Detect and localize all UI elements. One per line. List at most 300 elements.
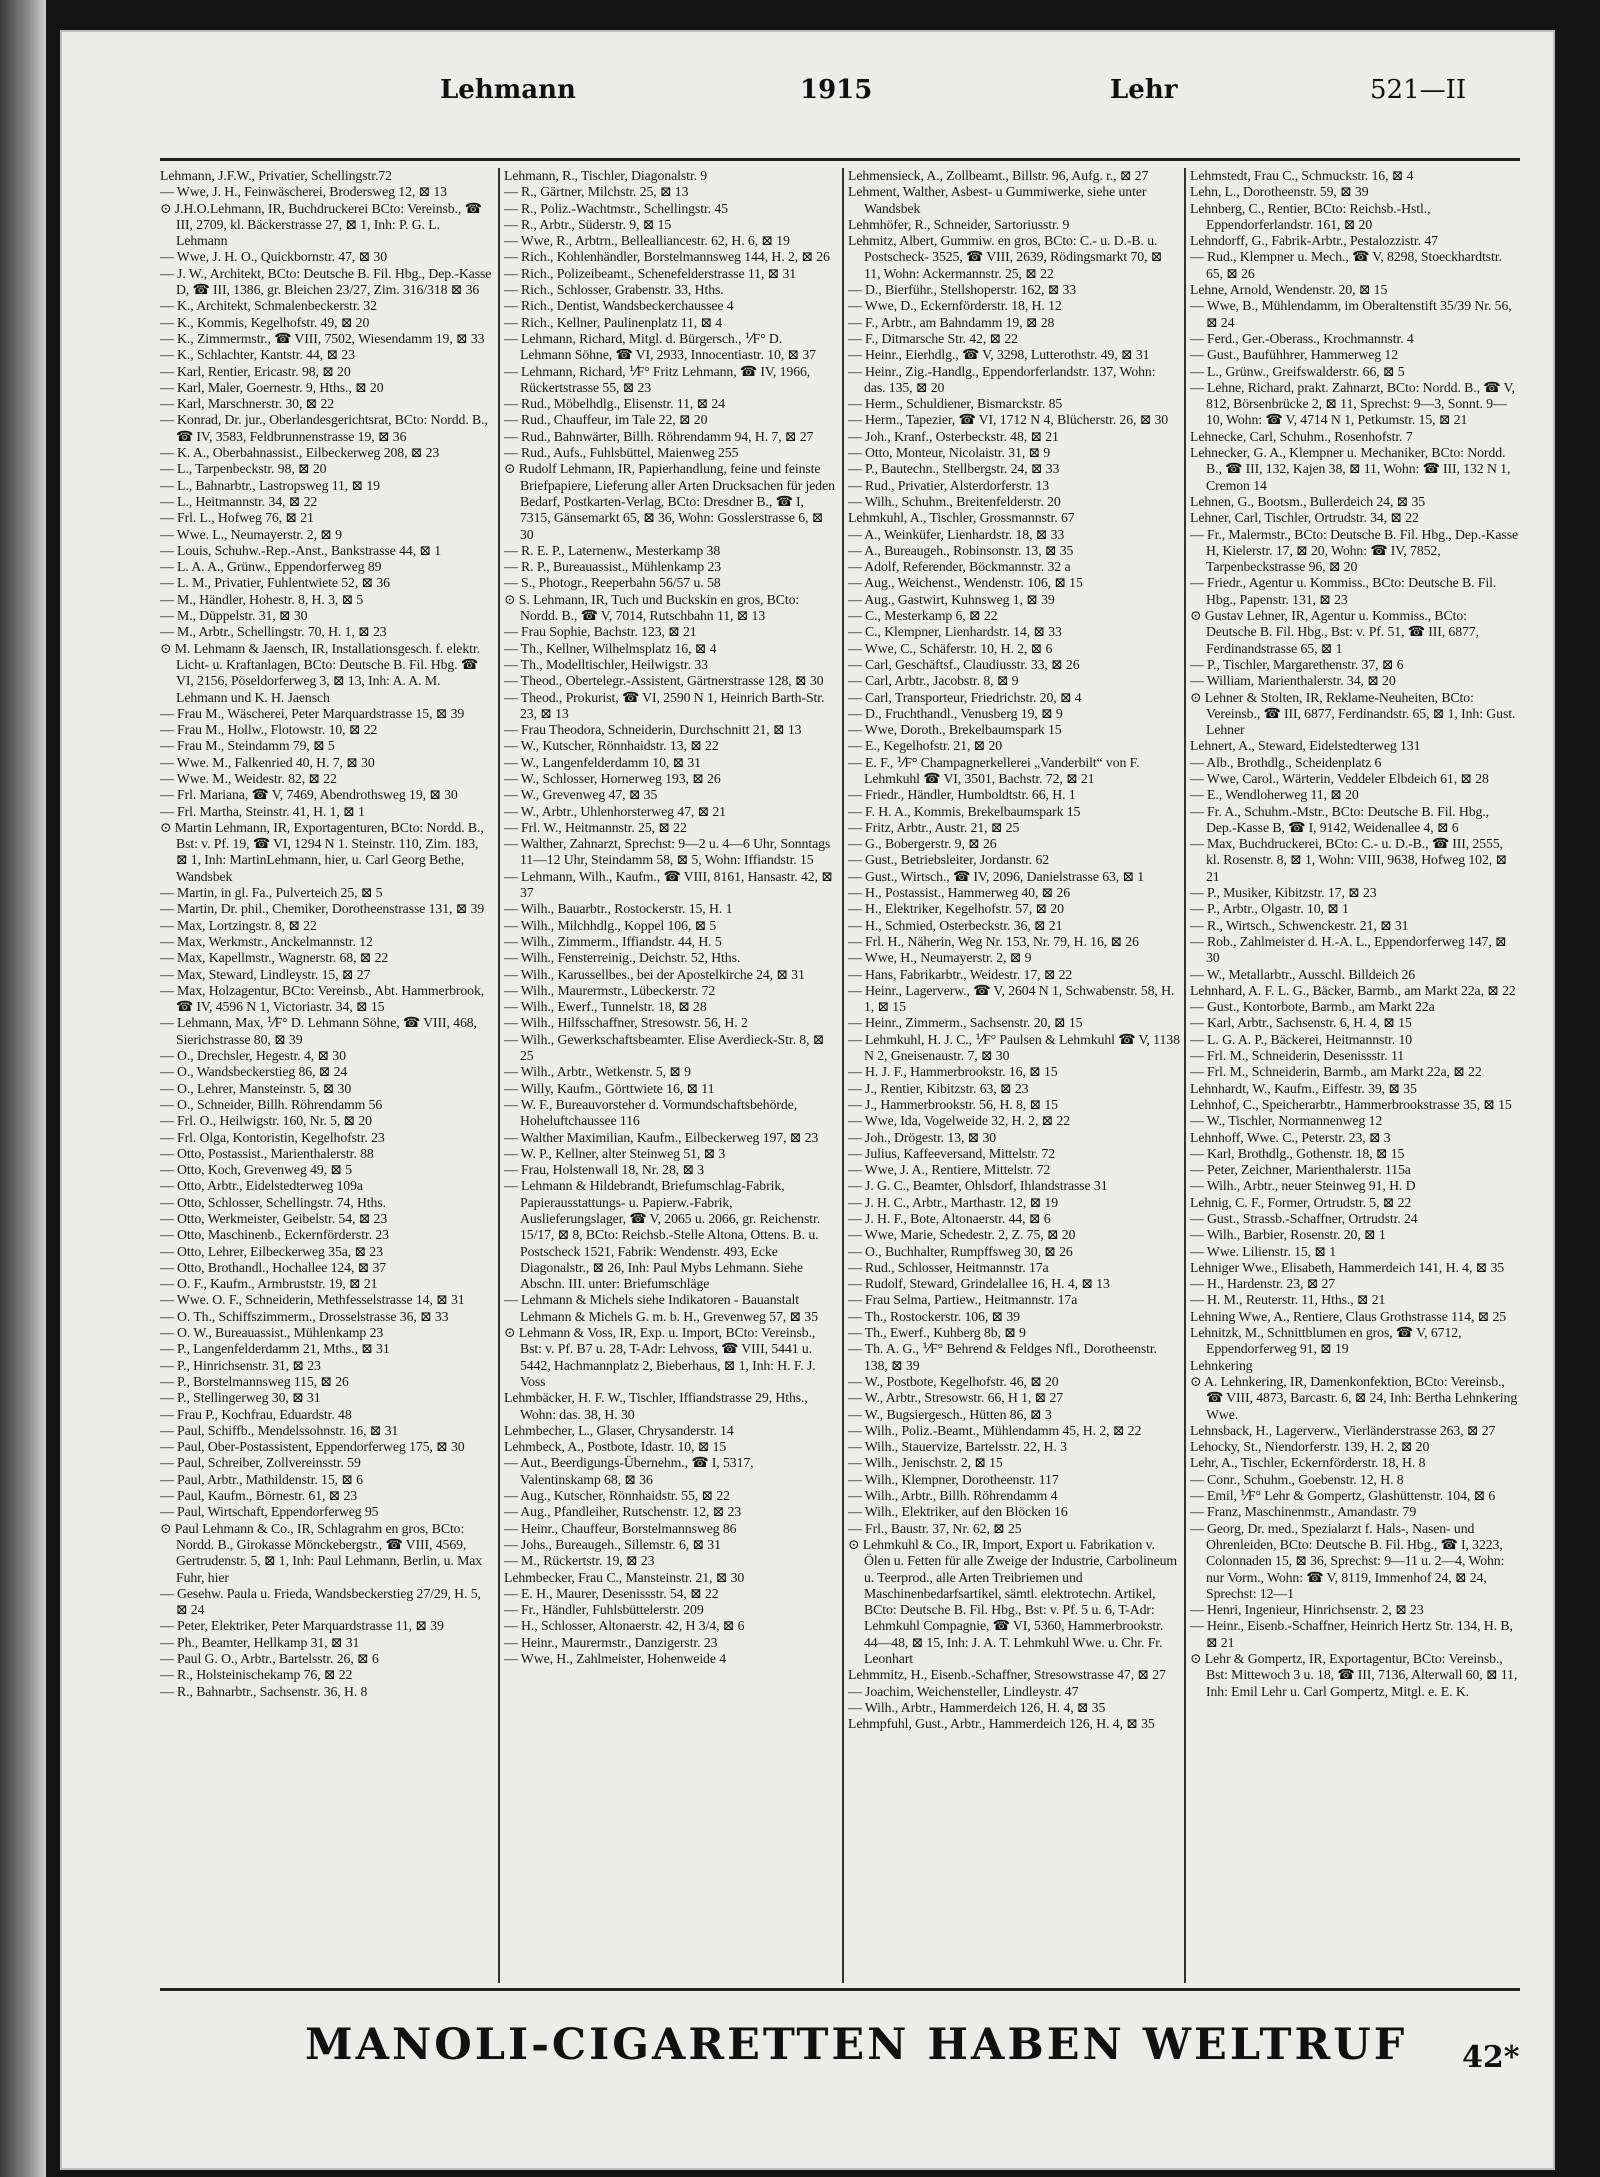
directory-entry: ⊙ Lehmkuhl & Co., IR, Import, Export u. Fabrikation v. Ölen u. Fetten für alle Zweige der Industrie, Carbolineum u. Teerprod., alle Arten Treibriemen und Maschinenbedarfsartikel, sämtl. elektrotechn. Artikel, BCto: Deutsche B. Fil. Hbg., Bst: v. Pf. 5 u. 6, T-Adr: Lehmkuhl Compagnie, ☎ VI, 5360, Hammerbrookstr. 44—48, ⊠ 15, Inh: J. A. T. Lehmkuhl Wwe. u. Chr. Fr. Leonhart xyxy=(848,1536,1178,1667)
directory-entry: — L., Heitmannstr. 34, ⊠ 22 xyxy=(160,493,318,509)
directory-entry: — Otto, Brothandl., Hochallee 124, ⊠ 37 xyxy=(160,1259,387,1275)
directory-entry: — Frau P., Kochfrau, Eduardstr. 48 xyxy=(160,1406,352,1422)
directory-entry: — Paul G. O., Arbtr., Bartelsstr. 26, ⊠ 6 xyxy=(160,1651,379,1667)
directory-entry: Lehmhöfer, R., Schneider, Sartoriusstr. 9 xyxy=(848,216,1070,232)
directory-entry: Lehnert, A., Steward, Eidelstedterweg 131 xyxy=(1190,738,1421,754)
directory-entry: — Frau M., Wäscherei, Peter Marquardstrasse 15, ⊠ 39 xyxy=(160,705,465,721)
directory-entry: Lehnhard, A. F. L. G., Bäcker, Barmb., am Markt 22a, ⊠ 22 xyxy=(1190,982,1516,998)
directory-entry: — Wwe, J. H. O., Quickbornstr. 47, ⊠ 30 xyxy=(160,249,387,265)
directory-entry: — Heinr., Lagerverw., ☎ V, 2604 N 1, Schwabenstr. 58, H. 1, ⊠ 15 xyxy=(848,982,1175,1015)
directory-entry: — Wilh., Jenischstr. 2, ⊠ 15 xyxy=(848,1455,1003,1471)
directory-entry: — Wwe, R., Arbtrn., Bellealliancestr. 62, H. 6, ⊠ 19 xyxy=(504,233,790,249)
directory-entry: — O. W., Bureauassist., Mühlenkamp 23 xyxy=(160,1325,384,1341)
directory-entry: — Rich., Kellner, Paulinenplatz 11, ⊠ 4 xyxy=(504,314,723,330)
directory-entry: Lehmensieck, A., Zollbeamt., Billstr. 96, Aufg. r., ⊠ 27 xyxy=(848,168,1149,183)
directory-entry: Lehmann, J.F.W., Privatier, Schellingstr.72 xyxy=(160,168,392,183)
directory-entry: — Rich., Schlosser, Grabenstr. 33, Hths. xyxy=(504,282,724,298)
directory-entry: — M., Händler, Hohestr. 8, H. 3, ⊠ 5 xyxy=(160,591,364,607)
directory-entry: Lehnecker, G. A., Klempner u. Mechaniker, BCto: Nordd. B., ☎ III, 132, Kajen 38, ⊠ 11, Wohn: ☎ III, 132 N 1, Cremon 14 xyxy=(1190,445,1511,493)
book-spine xyxy=(0,0,46,2177)
directory-entry: — Rich., Polizeibeamt., Schenefelderstrasse 11, ⊠ 31 xyxy=(504,265,797,281)
directory-entry: — Joh., Kranf., Osterbeckstr. 48, ⊠ 21 xyxy=(848,428,1059,444)
directory-entry: Lehndorff, G., Fabrik-Arbtr., Pestalozzistr. 47 xyxy=(1190,233,1438,249)
directory-entry: — Peter, Elektriker, Peter Marquardstrasse 11, ⊠ 39 xyxy=(160,1618,444,1634)
page-header xyxy=(100,75,1540,125)
directory-entry: — Heinr., Chauffeur, Borstelmannsweg 86 xyxy=(504,1520,737,1536)
directory-entry: — Rud., Möbelhdlg., Elisenstr. 11, ⊠ 24 xyxy=(504,396,725,412)
directory-entry: Lehnhof, C., Speicherarbtr., Hammerbrookstrasse 35, ⊠ 15 xyxy=(1190,1096,1512,1112)
directory-entry: — R., Bahnarbtr., Sachsenstr. 36, H. 8 xyxy=(160,1683,368,1699)
directory-entry: — Wwe, J. H., Feinwäscherei, Brodersweg 12, ⊠ 13 xyxy=(160,184,447,200)
directory-entry: — W. F., Bureauvorsteher d. Vormundschaftsbehörde, Hoheluftchaussee 116 xyxy=(504,1096,798,1129)
directory-entry: — Wwe, H., Zahlmeister, Hohenweide 4 xyxy=(504,1651,727,1667)
directory-entry: — Wwe. M., Weidestr. 82, ⊠ 22 xyxy=(160,770,337,786)
directory-columns xyxy=(160,168,1520,1983)
directory-entry: — Lehmkuhl, H. J. C., ⅟F° Paulsen & Lehmkuhl ☎ V, 1138 N 2, Gneisenaustr. 7, ⊠ 30 xyxy=(848,1031,1180,1064)
directory-entry: — P., Arbtr., Olgastr. 10, ⊠ 1 xyxy=(1190,901,1349,917)
directory-entry: — Wilh., Gewerkschaftsbeamter. Elise Averdieck-Str. 8, ⊠ 25 xyxy=(504,1031,825,1064)
directory-entry: — Wilh., Ewerf., Tunnelstr. 18, ⊠ 28 xyxy=(504,999,707,1015)
directory-entry: Lehne, Arnold, Wendenstr. 20, ⊠ 15 xyxy=(1190,282,1388,298)
directory-entry: Lehniger Wwe., Elisabeth, Hammerdeich 141, H. 4, ⊠ 35 xyxy=(1190,1259,1505,1275)
directory-entry: — Emil, ⅟F° Lehr & Gompertz, Glashüttenstr. 104, ⊠ 6 xyxy=(1190,1488,1496,1504)
directory-entry: — Th., Rostockerstr. 106, ⊠ 39 xyxy=(848,1308,1020,1324)
column-4 xyxy=(1190,168,1520,1983)
directory-entry: — Willy, Kaufm., Görttwiete 16, ⊠ 11 xyxy=(504,1080,715,1096)
directory-entry: — Wilh., Milchhdlg., Koppel 106, ⊠ 5 xyxy=(504,917,717,933)
directory-entry: — K., Architekt, Schmalenbeckerstr. 32 xyxy=(160,298,377,314)
header-page-number: 521—II xyxy=(1370,75,1467,105)
directory-entry: — Th., Kellner, Wilhelmsplatz 16, ⊠ 4 xyxy=(504,640,717,656)
directory-entry: — M., Düppelstr. 31, ⊠ 30 xyxy=(160,608,308,624)
directory-entry: Lehmbecker, Frau C., Mansteinstr. 21, ⊠ 30 xyxy=(504,1569,745,1585)
directory-entry: Lehnecke, Carl, Schuhm., Rosenhofstr. 7 xyxy=(1190,428,1413,444)
directory-entry: Lehocky, St., Niendorferstr. 139, H. 2, ⊠ 20 xyxy=(1190,1439,1430,1455)
header-last-entry: Lehr xyxy=(1110,75,1178,105)
directory-entry: — Wilh., Elektriker, auf den Blöcken 16 xyxy=(848,1504,1068,1520)
directory-entry: — Lehmann & Hildebrandt, Briefumschlag-Fabrik, Papierausstattungs- u. Papierw.-Fabrik, Auslieferungslager, ☎ V, 2065 u. 2066, gr. Reichenstr. 15/17, ⊠ 8, BCto: Reichsb.-Stelle Altona, Ottens. B. u. Postscheck 1521, Fabrik: Wendenstr. 493, Ecke Diagonalstr., ⊠ 26, Inh: Paul Mybs Lehmann. Siehe Abschn. III. unter: Briefumschläge xyxy=(504,1178,821,1292)
directory-entry: — Gust., Kontorbote, Barmb., am Markt 22a xyxy=(1190,999,1435,1015)
directory-entry: — Lehmann, Richard, ⅟F° Fritz Lehmann, ☎ IV, 1966, Rückertstrasse 55, ⊠ 23 xyxy=(504,363,811,395)
column-divider xyxy=(842,168,844,1983)
directory-entry: — A., Bureaugeh., Robinsonstr. 13, ⊠ 35 xyxy=(848,542,1074,558)
directory-entry: — Henri, Ingenieur, Hinrichsenstr. 2, ⊠ 23 xyxy=(1190,1602,1424,1618)
directory-entry: Lehnen, G., Bootsm., Bullerdeich 24, ⊠ 35 xyxy=(1190,493,1426,509)
directory-entry: — Aug., Pfandleiher, Rutschenstr. 12, ⊠ 23 xyxy=(504,1504,742,1520)
directory-entry: — Wilh., Zimmerm., Iffiandstr. 44, H. 5 xyxy=(504,933,722,949)
directory-entry: — J. H. C., Arbtr., Marthastr. 12, ⊠ 19 xyxy=(848,1194,1059,1210)
directory-entry: — J. W., Architekt, BCto: Deutsche B. Fil. Hbg., Dep.-Kasse D, ☎ III, 1386, gr. Bleichen 23/27, Zim. 316/318 ⊠ 36 xyxy=(160,265,492,298)
directory-entry: — Fr., Malermstr., BCto: Deutsche B. Fil. Hbg., Dep.-Kasse H, Kielerstr. 17, ⊠ 20, Wohn: ☎ IV, 7852, Tarpenbeckstrasse 96, ⊠ 20 xyxy=(1190,526,1518,575)
directory-entry: — Conr., Schuhm., Goebenstr. 12, H. 8 xyxy=(1190,1471,1404,1487)
directory-entry: Lehment, Walther, Asbest- u Gummiwerke, siehe unter Wandsbek xyxy=(848,184,1147,216)
directory-entry: — Paul, Arbtr., Mathildenstr. 15, ⊠ 6 xyxy=(160,1471,363,1487)
directory-entry: — E. H., Maurer, Desenissstr. 54, ⊠ 22 xyxy=(504,1585,719,1601)
column-3 xyxy=(848,168,1180,1983)
directory-entry: — Heinr., Maurermstr., Danzigerstr. 23 xyxy=(504,1634,718,1650)
directory-entry: Lehnitzk, M., Schnittblumen en gros, ☎ V, 6712, Eppendorferweg 91, ⊠ 19 xyxy=(1190,1325,1462,1357)
directory-entry: Lehnsback, H., Lagerverw., Vierländerstrasse 263, ⊠ 27 xyxy=(1190,1422,1496,1438)
signature-mark: 42* xyxy=(1462,2040,1520,2075)
directory-entry: — Rob., Zahlmeister d. H.-A. L., Eppendorferweg 147, ⊠ 30 xyxy=(1190,933,1507,966)
directory-entry: — Friedr., Agentur u. Kommiss., BCto: Deutsche B. Fil. Hbg., Papenstr. 131, ⊠ 23 xyxy=(1190,575,1497,607)
directory-entry: — Wilh., Klempner, Dorotheenstr. 117 xyxy=(848,1471,1059,1487)
directory-entry: — M., Arbtr., Schellingstr. 70, H. 1, ⊠ 23 xyxy=(160,624,387,640)
directory-entry: — Frl. L., Hofweg 76, ⊠ 21 xyxy=(160,510,314,526)
directory-entry: — Frau M., Steindamm 79, ⊠ 5 xyxy=(160,738,335,754)
directory-entry: — D., Bierführ., Stellshoperstr. 162, ⊠ 33 xyxy=(848,282,1077,298)
directory-entry: ⊙ Lehr & Gompertz, IR, Exportagentur, BCto: Vereinsb., Bst: Mittewoch 3 u. 18, ☎ III, 7136, Alterwall 60, ⊠ 11, Inh: Emil Lehr u. Carl Gompertz, Mitgl. e. E. K. xyxy=(1190,1651,1518,1699)
directory-entry: — K., Kommis, Kegelhofstr. 49, ⊠ 20 xyxy=(160,314,370,330)
directory-entry: — Martin, Dr. phil., Chemiker, Dorotheenstrasse 131, ⊠ 39 xyxy=(160,901,485,917)
directory-entry: — Max, Steward, Lindleystr. 15, ⊠ 27 xyxy=(160,966,371,982)
directory-entry: — Adolf, Referender, Böckmannstr. 32 a xyxy=(848,559,1071,575)
directory-entry: Lehnhoff, Wwe. C., Peterstr. 23, ⊠ 3 xyxy=(1190,1129,1391,1145)
directory-entry: — H. M., Reuterstr. 11, Hths., ⊠ 21 xyxy=(1190,1292,1386,1308)
directory-entry: ⊙ Paul Lehmann & Co., IR, Schlagrahm en gros, BCto: Nordd. B., Girokasse Mönckebergstr., ☎ VIII, 4569, Gertrudenstr. 5, ⊠ 1, Inh: Paul Lehmann, Berlin, u. Max Fuhr, hier xyxy=(160,1520,483,1585)
directory-entry: — P., Musiker, Kibitzstr. 17, ⊠ 23 xyxy=(1190,885,1377,901)
directory-entry: Lehnhardt, W., Kaufm., Eiffestr. 39, ⊠ 35 xyxy=(1190,1080,1417,1096)
directory-entry: — Wilh., Arbtr., neuer Steinweg 91, H. D xyxy=(1190,1178,1416,1194)
directory-entry: — Otto, Lehrer, Eilbeckerweg 35a, ⊠ 23 xyxy=(160,1243,383,1259)
directory-entry: — Wwe. O. F., Schneiderin, Methfesselstrasse 14, ⊠ 31 xyxy=(160,1292,465,1308)
directory-entry: — J., Hammerbrookstr. 56, H. 8, ⊠ 15 xyxy=(848,1096,1058,1112)
directory-entry: — Max, Lortzingstr. 8, ⊠ 22 xyxy=(160,917,317,933)
header-first-entry: Lehmann xyxy=(440,75,576,105)
directory-entry: — Wilh., Stauervize, Bartelsstr. 22, H. 3 xyxy=(848,1439,1067,1455)
directory-entry: — Heinr., Zig.-Handlg., Eppendorferlandstr. 137, Wohn: das. 135, ⊠ 20 xyxy=(848,363,1156,395)
directory-entry: — Rud., Chauffeur, im Tale 22, ⊠ 20 xyxy=(504,412,708,428)
directory-entry: — O., Buchhalter, Rumpffsweg 30, ⊠ 26 xyxy=(848,1243,1073,1259)
directory-entry: ⊙ Gustav Lehner, IR, Agentur u. Kommiss., BCto: Deutsche B. Fil. Hbg., Bst: v. Pf. 51, ☎ III, 6877, Ferdinandstrasse 65, ⊠ 1 xyxy=(1190,608,1479,656)
directory-entry: — Wwe, Carol., Wärterin, Veddeler Elbdeich 61, ⊠ 28 xyxy=(1190,770,1489,786)
directory-entry: — M., Rückertstr. 19, ⊠ 23 xyxy=(504,1553,655,1569)
directory-entry: ⊙ M. Lehmann & Jaensch, IR, Installationsgesch. f. elektr. Licht- u. Kraftanlagen, BCto: Deutsche B. Fil. Hbg. ☎ VI, 2156, Pöseldorferweg 3, ⊠ 13, Inh: A. A. M. Lehmann und K. H. Jaensch xyxy=(160,640,480,705)
directory-entry: Lehnig, C. F., Former, Ortrudstr. 5, ⊠ 22 xyxy=(1190,1194,1412,1210)
directory-entry: — Gust., Wirtsch., ☎ IV, 2096, Danielstrasse 63, ⊠ 1 xyxy=(848,868,1145,884)
directory-entry: — Heinr., Zimmerm., Sachsenstr. 20, ⊠ 15 xyxy=(848,1015,1083,1031)
directory-entry: — R., Holsteinischekamp 76, ⊠ 22 xyxy=(160,1667,353,1683)
directory-entry: — Wwe. M., Falkenried 40, H. 7, ⊠ 30 xyxy=(160,754,375,770)
directory-entry: — Fr. A., Schuhm.-Mstr., BCto: Deutsche B. Fil. Hbg., Dep.-Kasse B, ☎ I, 9142, Weidenallee 4, ⊠ 6 xyxy=(1190,803,1490,835)
directory-entry: — Aug., Gastwirt, Kuhnsweg 1, ⊠ 39 xyxy=(848,591,1055,607)
directory-entry: — Frl. O., Heilwigstr. 160, Nr. 5, ⊠ 20 xyxy=(160,1113,372,1129)
directory-entry: — Th. A. G., ⅟F° Behrend & Feldges Nfl., Dorotheenstr. 138, ⊠ 39 xyxy=(848,1341,1157,1373)
directory-entry: — W., Postbote, Kegelhofstr. 46, ⊠ 20 xyxy=(848,1373,1059,1389)
header-rule xyxy=(160,158,1520,161)
directory-entry: ⊙ A. Lehnkering, IR, Damenkonfektion, BCto: Vereinsb., ☎ VIII, 4873, Barcastr. 6, ⊠ 24, Inh: Bertha Lehnkering Wwe. xyxy=(1190,1373,1518,1422)
directory-entry: — H., Schlosser, Altonaerstr. 42, H 3/4, ⊠ 6 xyxy=(504,1618,745,1634)
directory-entry: — Max, Buchdruckerei, BCto: C.- u. D.-B., ☎ III, 2555, kl. Rosenstr. 8, ⊠ 1, Wohn: VIII, 9638, Hofweg 102, ⊠ 21 xyxy=(1190,836,1507,884)
directory-entry: — Lehmann, Richard, Mitgl. d. Bürgersch., ⅟F° D. Lehmann Söhne, ☎ VI, 2933, Innocentiastr. 10, ⊠ 37 xyxy=(504,330,816,363)
directory-entry: — Wwe, B., Mühlendamm, im Oberaltenstift 35/39 Nr. 56, ⊠ 24 xyxy=(1190,298,1512,330)
column-2 xyxy=(504,168,836,1983)
directory-entry: — S., Photogr., Reeperbahn 56/57 u. 58 xyxy=(504,575,721,591)
directory-entry: Lehmpfuhl, Gust., Arbtr., Hammerdeich 126, H. 4, ⊠ 35 xyxy=(848,1716,1155,1732)
directory-entry: — L., Tarpenbeckstr. 98, ⊠ 20 xyxy=(160,461,327,477)
directory-entry: — Herm., Tapezier, ☎ VI, 1712 N 4, Blücherstr. 26, ⊠ 30 xyxy=(848,412,1169,428)
directory-entry: — Wilh., Maurermstr., Lübeckerstr. 72 xyxy=(504,982,716,998)
directory-entry: — Ferd., Ger.-Oberass., Krochmannstr. 4 xyxy=(1190,330,1414,346)
directory-entry: — Wwe, Doroth., Brekelbaumspark 15 xyxy=(848,722,1062,738)
directory-entry: — Otto, Koch, Grevenweg 49, ⊠ 5 xyxy=(160,1162,352,1178)
page-footer xyxy=(100,2000,1540,2080)
directory-entry: — Wwe, J. A., Rentiere, Mittelstr. 72 xyxy=(848,1162,1051,1178)
directory-entry: Lehner, Carl, Tischler, Ortrudstr. 34, ⊠ 22 xyxy=(1190,510,1419,526)
directory-entry: — F., Ditmarsche Str. 42, ⊠ 22 xyxy=(848,330,1018,346)
directory-entry: — Joachim, Weichensteller, Lindleystr. 47 xyxy=(848,1683,1079,1699)
directory-entry: — P., Langenfelderdamm 21, Mths., ⊠ 31 xyxy=(160,1341,390,1357)
directory-entry: — Walther, Zahnarzt, Sprechst: 9—2 u. 4—6 Uhr, Sonntags 11—12 Uhr, Steindamm 58, ⊠ 5, Wohn: Iffiandstr. 15 xyxy=(504,836,831,868)
directory-entry: — A., Weinküfer, Lienhardstr. 18, ⊠ 33 xyxy=(848,526,1065,542)
directory-entry: Lehmbeck, A., Postbote, Idastr. 10, ⊠ 15 xyxy=(504,1439,727,1455)
directory-entry: — Gust., Baufühhrer, Hammerweg 12 xyxy=(1190,347,1399,363)
directory-entry: — P., Borstelmannsweg 115, ⊠ 26 xyxy=(160,1373,349,1389)
directory-entry: — Rud., Klempner u. Mech., ☎ V, 8298, Stoeckhardtstr. 65, ⊠ 26 xyxy=(1190,249,1502,281)
directory-entry: — Frau, Holstenwall 18, Nr. 28, ⊠ 3 xyxy=(504,1162,705,1178)
directory-entry: — Rud., Aufs., Fuhlsbüttel, Maienweg 255 xyxy=(504,445,739,461)
directory-entry: — Frl. W., Heitmannstr. 25, ⊠ 22 xyxy=(504,819,687,835)
directory-entry: — Carl, Geschäftsf., Claudiusstr. 33, ⊠ 26 xyxy=(848,656,1080,672)
footer-rule xyxy=(160,1988,1520,1991)
directory-entry: — O., Schneider, Billh. Röhrendamm 56 xyxy=(160,1096,383,1112)
directory-entry: — Paul, Schiffb., Mendelssohnstr. 16, ⊠ 31 xyxy=(160,1422,399,1438)
directory-entry: — Rudolf, Steward, Grindelallee 16, H. 4, ⊠ 13 xyxy=(848,1276,1110,1292)
directory-entry: — L. M., Privatier, Fuhlentwiete 52, ⊠ 36 xyxy=(160,575,390,591)
directory-entry: — L. A. A., Grünw., Eppendorferweg 89 xyxy=(160,559,382,575)
directory-entry: — W., Metallarbtr., Ausschl. Billdeich 26 xyxy=(1190,966,1416,982)
directory-entry: — E., Kegelhofstr. 21, ⊠ 20 xyxy=(848,738,1003,754)
directory-entry: — Walther Maximilian, Kaufm., Eilbeckerweg 197, ⊠ 23 xyxy=(504,1129,819,1145)
directory-entry: — W., Langenfelderdamm 10, ⊠ 31 xyxy=(504,754,701,770)
directory-entry: — L. G. A. P., Bäckerei, Heitmannstr. 10 xyxy=(1190,1031,1413,1047)
directory-entry: — Gesehw. Paula u. Frieda, Wandsbeckerstieg 27/29, H. 5, ⊠ 24 xyxy=(160,1585,481,1618)
directory-entry: — Th., Modelltischler, Heilwigstr. 33 xyxy=(504,656,708,672)
directory-entry: — Carl, Arbtr., Jacobstr. 8, ⊠ 9 xyxy=(848,673,1019,689)
directory-entry: ⊙ S. Lehmann, IR, Tuch und Buckskin en gros, BCto: Nordd. B., ☎ V, 7014, Rutschbahn 11, ⊠ 13 xyxy=(504,591,800,624)
directory-entry: — Karl, Maler, Goernestr. 9, Hths., ⊠ 20 xyxy=(160,379,384,395)
directory-entry: — O., Lehrer, Mansteinstr. 5, ⊠ 30 xyxy=(160,1080,352,1096)
directory-entry: ⊙ Lehmann & Voss, IR, Exp. u. Import, BCto: Vereinsb., Bst: v. Pf. B7 u. 28, T-Adr: Lehvoss, ☎ VIII, 5441 u. 5442, Hachmannplatz 2, Bieberhaus, ⊠ 1, Inh: H. F. J. Voss xyxy=(504,1325,816,1389)
directory-entry: — Max, Werkmstr., Anckelmannstr. 12 xyxy=(160,933,373,949)
directory-entry: — Max, Kapellmstr., Wagnerstr. 68, ⊠ 22 xyxy=(160,950,389,966)
directory-entry: — L., Bahnarbtr., Lastropsweg 11, ⊠ 19 xyxy=(160,477,380,493)
column-divider xyxy=(1184,168,1186,1983)
directory-entry: — Lehmann, Wilh., Kaufm., ☎ VIII, 8161, Hansastr. 42, ⊠ 37 xyxy=(504,868,833,901)
directory-entry: — Konrad, Dr. jur., Oberlandesgerichtsrat, BCto: Nordd. B., ☎ IV, 3583, Feldbrunnenstrasse 19, ⊠ 36 xyxy=(160,412,488,444)
directory-entry: — Wwe, C., Schäferstr. 10, H. 2, ⊠ 6 xyxy=(848,640,1053,656)
directory-entry: — Rich., Dentist, Wandsbeckerchaussee 4 xyxy=(504,298,734,314)
directory-entry: — P., Stellingerweg 30, ⊠ 31 xyxy=(160,1390,321,1406)
directory-entry: — Lehmann, Max, ⅟F° D. Lehmann Söhne, ☎ VIII, 468, Sierichstrasse 80, ⊠ 39 xyxy=(160,1015,477,1047)
directory-entry: — Ph., Beamter, Hellkamp 31, ⊠ 31 xyxy=(160,1634,360,1650)
directory-entry: — Paul, Ober-Postassistent, Eppendorferweg 175, ⊠ 30 xyxy=(160,1439,465,1455)
directory-entry: — H., Elektriker, Kegelhofstr. 57, ⊠ 20 xyxy=(848,901,1064,917)
directory-entry: — Theod., Prokurist, ☎ VI, 2590 N 1, Heinrich Barth-Str. 23, ⊠ 13 xyxy=(504,689,825,721)
directory-entry: — Paul, Wirtschaft, Eppendorferweg 95 xyxy=(160,1504,379,1520)
directory-entry: — Lehne, Richard, prakt. Zahnarzt, BCto: Nordd. B., ☎ V, 812, Börsenbrücke 2, ⊠ 11, Sprechst: 9—3, Sonnt. 9—10, Wohn: ☎ V, 4714 N 1, Petkumstr. 15, ⊠ 21 xyxy=(1190,379,1515,428)
directory-entry: — Karl, Brothdlg., Gothenstr. 18, ⊠ 15 xyxy=(1190,1145,1405,1161)
directory-entry: — Johs., Bureaugeh., Sillemstr. 6, ⊠ 31 xyxy=(504,1536,721,1552)
directory-entry: — Franz, Maschinenmstr., Amandastr. 79 xyxy=(1190,1504,1417,1520)
directory-entry: — Wwe, Marie, Schedestr. 2, Z. 75, ⊠ 20 xyxy=(848,1227,1076,1243)
directory-entry: — Hans, Fabrikarbtr., Weidestr. 17, ⊠ 22 xyxy=(848,966,1073,982)
directory-entry: — Wwe, H., Neumayerstr. 2, ⊠ 9 xyxy=(848,950,1032,966)
column-divider xyxy=(498,168,500,1983)
directory-entry: — F., Arbtr., am Bahndamm 19, ⊠ 28 xyxy=(848,314,1055,330)
directory-entry: — Karl, Rentier, Ericastr. 98, ⊠ 20 xyxy=(160,363,351,379)
directory-entry: — Gust., Betriebsleiter, Jordanstr. 62 xyxy=(848,852,1050,868)
directory-entry: — Wilh., Bauarbtr., Rostockerstr. 15, H. 1 xyxy=(504,901,733,917)
directory-entry: — Paul, Kaufm., Börnestr. 61, ⊠ 23 xyxy=(160,1488,358,1504)
directory-entry: — E. F., ⅟F° Champagnerkellerei „Vanderbilt“ von F. Lehmkuhl ☎ VI, 3501, Bachstr. 72, ⊠ 21 xyxy=(848,754,1140,786)
directory-entry: — L., Grünw., Greifswalderstr. 66, ⊠ 5 xyxy=(1190,363,1405,379)
directory-entry: — Frl. Martha, Steinstr. 41, H. 1, ⊠ 1 xyxy=(160,803,365,819)
directory-entry: — Frl. Olga, Kontoristin, Kegelhofstr. 23 xyxy=(160,1129,385,1145)
advertisement-slogan: MANOLI-CIGARETTEN HABEN WELTRUF xyxy=(305,2020,1408,2070)
directory-entry: — R., Arbtr., Süderstr. 9, ⊠ 15 xyxy=(504,216,672,232)
directory-entry: — Wilh., Arbtr., Wetkenstr. 5, ⊠ 9 xyxy=(504,1064,691,1080)
directory-entry: — Frau Theodora, Schneiderin, Durchschnitt 21, ⊠ 13 xyxy=(504,722,802,738)
directory-entry: — Wilh., Barbier, Rosenstr. 20, ⊠ 1 xyxy=(1190,1227,1386,1243)
directory-entry: — Frl., Baustr. 37, Nr. 62, ⊠ 25 xyxy=(848,1520,1022,1536)
directory-entry: — J. H. F., Bote, Altonaerstr. 44, ⊠ 6 xyxy=(848,1211,1051,1226)
directory-entry: — O., Wandsbeckerstieg 86, ⊠ 24 xyxy=(160,1064,348,1080)
directory-entry: — C., Klempner, Lienhardstr. 14, ⊠ 33 xyxy=(848,624,1062,640)
directory-entry: — Herm., Schuldiener, Bismarckstr. 85 xyxy=(848,396,1063,412)
directory-entry: — E., Wendloherweg 11, ⊠ 20 xyxy=(1190,787,1359,803)
directory-entry: — William, Marienthalerstr. 34, ⊠ 20 xyxy=(1190,673,1396,689)
directory-entry: — C., Mesterkamp 6, ⊠ 22 xyxy=(848,608,998,624)
directory-entry: Lehmbäcker, H. F. W., Tischler, Iffiandstrasse 29, Hths., Wohn: das. 38, H. 30 xyxy=(504,1390,808,1422)
directory-entry: — Peter, Zeichner, Marienthalerstr. 115a xyxy=(1190,1162,1411,1178)
directory-entry: — R. E. P., Laternenw., Mesterkamp 38 xyxy=(504,542,721,558)
directory-entry: — Heinr., Eierhdlg., ☎ V, 3298, Lutterothstr. 49, ⊠ 31 xyxy=(848,347,1150,363)
directory-entry: — O. Th., Schiffszimmerm., Drosselstrasse 36, ⊠ 33 xyxy=(160,1308,449,1324)
directory-entry: — P., Hinrichsenstr. 31, ⊠ 23 xyxy=(160,1357,321,1373)
header-year: 1915 xyxy=(800,75,873,105)
directory-entry: — Otto, Arbtr., Eidelstedterweg 109a xyxy=(160,1178,363,1194)
directory-entry: — Georg, Dr. med., Spezialarzt f. Hals-, Nasen- und Ohrenleiden, BCto: Deutsche B. Fil. Hbg., ☎ I, 3223, Colonnaden 15, ⊠ 36, Sprechst: 9—11 u. 2—4, Wohn: nur Vorm., Wohn: ☎ V, 8119, Immenhof 24, ⊠ 24, Sprechst: 12—1 xyxy=(1190,1520,1505,1601)
directory-entry: — R., Poliz.-Wachtmstr., Schellingstr. 45 xyxy=(504,200,728,216)
directory-entry: — D., Fruchthandl., Venusberg 19, ⊠ 9 xyxy=(848,705,1063,721)
directory-entry: — Rud., Bahnwärter, Billh. Röhrendamm 94, H. 7, ⊠ 27 xyxy=(504,428,814,444)
directory-entry: — Wilh., Hilfsschaffner, Stresowstr. 56, H. 2 xyxy=(504,1015,748,1031)
directory-entry: — Wwe. L., Neumayerstr. 2, ⊠ 9 xyxy=(160,526,342,542)
directory-entry: — Frl. Mariana, ☎ V, 7469, Abendrothsweg 19, ⊠ 30 xyxy=(160,787,458,803)
directory-entry: — Frl. M., Schneiderin, Desenissstr. 11 xyxy=(1190,1048,1405,1064)
directory-entry: — H., Schmied, Osterbeckstr. 36, ⊠ 21 xyxy=(848,917,1063,933)
directory-entry: — W., Grevenweg 47, ⊠ 35 xyxy=(504,787,658,803)
directory-entry: — Paul, Schreiber, Zollvereinsstr. 59 xyxy=(160,1455,361,1471)
directory-entry: — Alb., Brothdlg., Scheidenplatz 6 xyxy=(1190,754,1382,770)
directory-entry: — Wilh., Poliz.-Beamt., Mühlendamm 45, H. 2, ⊠ 22 xyxy=(848,1422,1142,1438)
directory-entry: — Frl. M., Schneiderin, Barmb., am Markt 22a, ⊠ 22 xyxy=(1190,1064,1482,1080)
directory-entry: — R., Gärtner, Milchstr. 25, ⊠ 13 xyxy=(504,184,689,200)
directory-entry: — W., Arbtr., Uhlenhorsterweg 47, ⊠ 21 xyxy=(504,803,726,819)
directory-entry: — F. H. A., Kommis, Brekelbaumspark 15 xyxy=(848,803,1081,819)
directory-entry: — H., Postassist., Hammerweg 40, ⊠ 26 xyxy=(848,885,1071,901)
directory-entry: — O. F., Kaufm., Armbruststr. 19, ⊠ 21 xyxy=(160,1276,378,1292)
directory-entry: — W., Schlosser, Hornerweg 193, ⊠ 26 xyxy=(504,770,721,786)
directory-entry: — Wwe, Ida, Vogelweide 32, H. 2, ⊠ 22 xyxy=(848,1113,1071,1129)
directory-entry: Lehnkering xyxy=(1190,1357,1253,1373)
directory-entry: — W. P., Kellner, alter Steinweg 51, ⊠ 3 xyxy=(504,1145,726,1161)
directory-entry: — Louis, Schuhw.-Rep.-Anst., Bankstrasse 44, ⊠ 1 xyxy=(160,542,442,558)
directory-entry: Lehmkuhl, A., Tischler, Grossmannstr. 67 xyxy=(848,510,1075,526)
directory-entry: — Friedr., Händler, Humboldtstr. 66, H. 1 xyxy=(848,787,1076,803)
directory-entry: ⊙ Martin Lehmann, IR, Exportagenturen, BCto: Nordd. B., Bst: v. Pf. 19, ☎ VI, 1294 N 1. Steinstr. 110, Zim. 183, ⊠ 1, Inh: MartinLehmann, hier, u. Carl Georg Bethe, Wandsbek xyxy=(160,819,484,884)
directory-entry: Lehmann, R., Tischler, Diagonalstr. 9 xyxy=(504,168,708,183)
directory-entry: — Gust., Strassb.-Schaffner, Ortrudstr. 24 xyxy=(1190,1211,1418,1226)
directory-entry: — Fritz, Arbtr., Austr. 21, ⊠ 25 xyxy=(848,819,1020,835)
directory-entry: Lehr, A., Tischler, Eckernförderstr. 18, H. 8 xyxy=(1190,1455,1426,1471)
directory-entry: — Rud., Privatier, Alsterdorferstr. 13 xyxy=(848,477,1050,493)
directory-entry: — K., Zimmermstr., ☎ VIII, 7502, Wiesendamm 19, ⊠ 33 xyxy=(160,330,485,346)
directory-entry: — Wilh., Karussellbes., bei der Apostelkirche 24, ⊠ 31 xyxy=(504,966,805,982)
directory-entry: Lehning Wwe, A., Rentiere, Claus Grothstrasse 114, ⊠ 25 xyxy=(1190,1308,1507,1324)
directory-entry: — W., Bugsiergesch., Hütten 86, ⊠ 3 xyxy=(848,1406,1052,1422)
directory-entry: Lehmitz, Albert, Gummiw. en gros, BCto: C.- u. D.-B. u. Postscheck- 3525, ☎ VIII, 2639, Rödingsmarkt 70, ⊠ 11, Wohn: Ackermannstr. 25, ⊠ 22 xyxy=(848,233,1163,281)
directory-entry: — Frau M., Hollw., Flotowstr. 10, ⊠ 22 xyxy=(160,722,378,738)
directory-entry: — Martin, in gl. Fa., Pulverteich 25, ⊠ 5 xyxy=(160,885,383,901)
directory-entry: — Frau Selma, Partiew., Heitmannstr. 17a xyxy=(848,1292,1078,1308)
directory-entry: ⊙ J.H.O.Lehmann, IR, Buchdruckerei BCto: Vereinsb., ☎ III, 2709, kl. Bäckerstrasse 27, ⊠ 1, Inh: P. G. L. Lehmann xyxy=(160,200,482,249)
directory-entry: Lehn, L., Dorotheenstr. 59, ⊠ 39 xyxy=(1190,184,1369,200)
directory-entry: — K. A., Oberbahnassist., Eilbeckerweg 208, ⊠ 23 xyxy=(160,445,440,461)
directory-entry: — P., Bautechn., Stellbergstr. 24, ⊠ 33 xyxy=(848,461,1060,477)
directory-entry: — Theod., Obertelegr.-Assistent, Gärtnerstrasse 128, ⊠ 30 xyxy=(504,673,824,689)
directory-entry: — Karl, Marschnerstr. 30, ⊠ 22 xyxy=(160,396,335,412)
directory-entry: — J. G. C., Beamter, Ohlsdorf, Ihlandstrasse 31 xyxy=(848,1178,1108,1194)
directory-entry: — Max, Holzagentur, BCto: Vereinsb., Abt. Hammerbrook, ☎ IV, 4596 N 1, Victoriastr. 34, ⊠ 15 xyxy=(160,982,485,1015)
directory-entry: — Otto, Werkmeister, Geibelstr. 54, ⊠ 23 xyxy=(160,1211,388,1226)
directory-entry: — Wilh., Schuhm., Breitenfelderstr. 20 xyxy=(848,493,1061,509)
directory-entry: — Frl. H., Näherin, Weg Nr. 153, Nr. 79, H. 16, ⊠ 26 xyxy=(848,933,1139,949)
directory-entry: — R., Wirtsch., Schwenckestr. 21, ⊠ 31 xyxy=(1190,917,1409,933)
directory-entry: Lehmstedt, Frau C., Schmuckstr. 16, ⊠ 4 xyxy=(1190,168,1414,183)
directory-entry: — G., Bobergerstr. 9, ⊠ 26 xyxy=(848,836,997,852)
directory-entry: — Wilh., Arbtr., Billh. Röhrendamm 4 xyxy=(848,1488,1058,1504)
directory-entry: Lehmmitz, H., Eisenb.-Schaffner, Stresowstrasse 47, ⊠ 27 xyxy=(848,1667,1166,1683)
directory-entry: — Fr., Händler, Fuhlsbüttelerstr. 209 xyxy=(504,1602,704,1618)
directory-entry: — P., Tischler, Margarethenstr. 37, ⊠ 6 xyxy=(1190,656,1404,672)
directory-entry: — Julius, Kaffeeversand, Mittelstr. 72 xyxy=(848,1145,1056,1161)
directory-entry: — K., Schlachter, Kantstr. 44, ⊠ 23 xyxy=(160,347,355,363)
directory-entry: — W., Tischler, Normannenweg 12 xyxy=(1190,1113,1383,1129)
directory-entry: — Otto, Schlosser, Schellingstr. 74, Hths. xyxy=(160,1194,386,1210)
directory-entry: — H., Hardenstr. 23, ⊠ 27 xyxy=(1190,1276,1336,1292)
directory-entry: — Wwe, D., Eckernförderstr. 18, H. 12 xyxy=(848,298,1062,314)
directory-entry: Lehnberg, C., Rentier, BCto: Reichsb.-Hstl., Eppendorferlandstr. 161, ⊠ 20 xyxy=(1190,200,1431,232)
directory-entry: — Wwe. Lilienstr. 15, ⊠ 1 xyxy=(1190,1243,1336,1259)
directory-entry: — Th., Ewerf., Kuhberg 8b, ⊠ 9 xyxy=(848,1325,1026,1341)
column-1 xyxy=(160,168,492,1983)
directory-entry: — Wilh., Arbtr., Hammerdeich 126, H. 4, ⊠ 35 xyxy=(848,1699,1106,1715)
directory-entry: ⊙ Lehner & Stolten, IR, Reklame-Neuheiten, BCto: Vereinsb., ☎ III, 6877, Ferdinandstr. 65, ⊠ 1, Inh: Gust. Lehner xyxy=(1190,689,1516,738)
directory-entry: — Wilh., Fensterreinig., Deichstr. 52, Hths. xyxy=(504,950,741,966)
directory-entry: — Otto, Postassist., Marienthalerstr. 88 xyxy=(160,1145,374,1161)
directory-entry: ⊙ Rudolf Lehmann, IR, Papierhandlung, feine und feinste Briefpapiere, Lieferung aller Arten Drucksachen für jeden Bedarf, Postkarten-Verlag, BCto: Dresdner B., ☎ I, 7315, Gänsemarkt 65, ⊠ 36, Wohn: Gosslerstrasse 6, ⊠ 30 xyxy=(504,461,835,542)
directory-entry: — W., Kutscher, Rönnhaidstr. 13, ⊠ 22 xyxy=(504,738,719,754)
directory-entry: Lehmbecher, L., Glaser, Chrysanderstr. 14 xyxy=(504,1422,734,1438)
directory-entry: — Otto, Maschinenb., Eckernförderstr. 23 xyxy=(160,1227,389,1243)
directory-entry: — Otto, Monteur, Nicolaistr. 31, ⊠ 9 xyxy=(848,445,1051,461)
directory-entry: — Aug., Kutscher, Rönnhaidstr. 55, ⊠ 22 xyxy=(504,1488,730,1504)
directory-entry: — Aut., Beerdigungs-Übernehm., ☎ I, 5317, Valentinskamp 68, ⊠ 36 xyxy=(504,1455,754,1487)
directory-entry: — W., Arbtr., Stresowstr. 66, H 1, ⊠ 27 xyxy=(848,1390,1064,1406)
directory-entry: — Aug., Weichenst., Wendenstr. 106, ⊠ 15 xyxy=(848,575,1083,591)
